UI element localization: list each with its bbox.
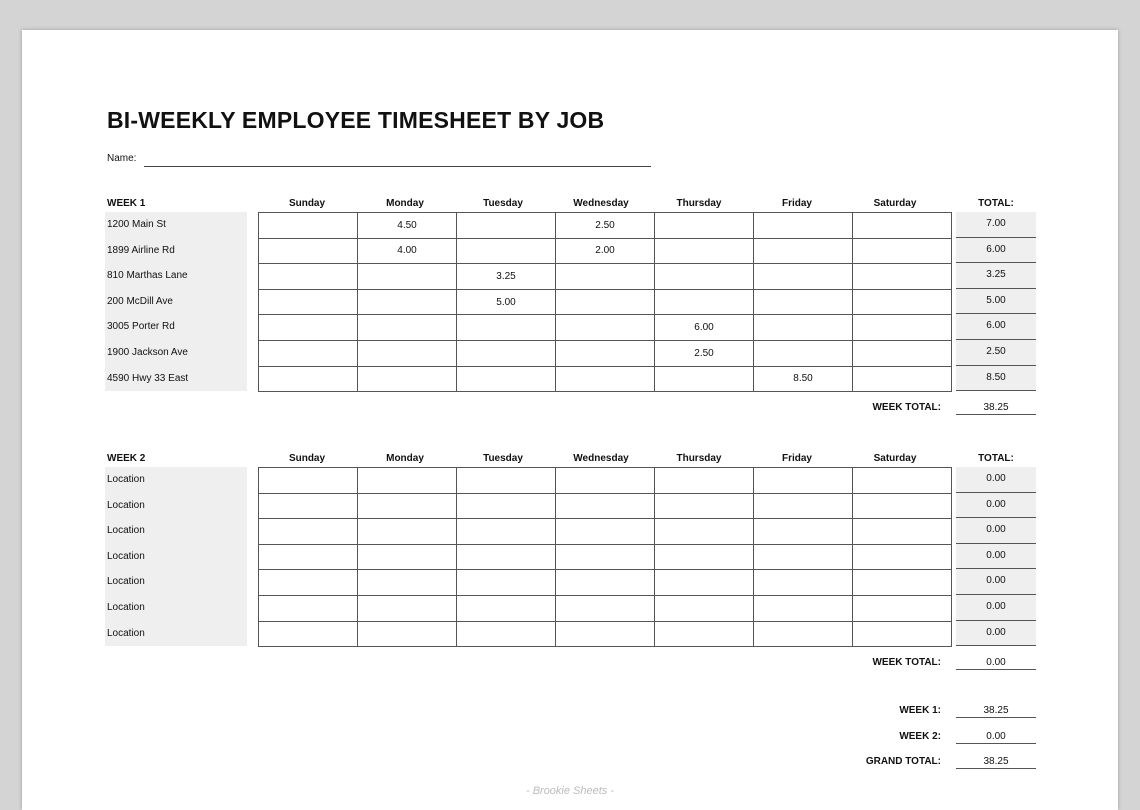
page-title: BI-WEEKLY EMPLOYEE TIMESHEET BY JOB [107, 107, 605, 133]
name-label: Name: [107, 153, 137, 164]
hours-cell-friday[interactable] [754, 264, 853, 290]
hours-cell-friday[interactable]: 8.50 [754, 366, 853, 392]
week-total-value: 38.25 [956, 402, 1036, 415]
hours-cell-saturday[interactable] [853, 366, 952, 392]
location-label[interactable]: Location [107, 576, 145, 588]
location-label[interactable]: 200 McDill Ave [107, 295, 173, 307]
hours-cell-monday[interactable]: 4.50 [358, 213, 457, 239]
hours-cell-sunday[interactable] [259, 315, 358, 341]
table-row [259, 544, 952, 570]
hours-cell-friday[interactable] [754, 544, 853, 570]
hours-cell-monday[interactable]: 4.00 [358, 238, 457, 264]
total-header: TOTAL: [978, 198, 1014, 209]
summary-label: GRAND TOTAL: [865, 756, 941, 767]
hours-cell-tuesday[interactable] [457, 315, 556, 341]
day-header-saturday: Saturday [873, 198, 917, 209]
hours-cell-thursday[interactable] [655, 289, 754, 315]
row-total: 0.00 [956, 493, 1036, 519]
hours-cell-tuesday[interactable] [457, 468, 556, 494]
hours-cell-tuesday[interactable] [457, 366, 556, 392]
row-total: 0.00 [956, 621, 1036, 647]
footer-credit: - Brookie Sheets - [525, 785, 615, 797]
hours-cell-saturday[interactable] [853, 264, 952, 290]
location-label[interactable]: Location [107, 627, 145, 639]
location-label[interactable]: Location [107, 499, 145, 511]
hours-cell-friday[interactable] [754, 213, 853, 239]
day-header-wednesday: Wednesday [573, 198, 629, 209]
hours-cell-thursday[interactable] [655, 238, 754, 264]
total-header: TOTAL: [978, 453, 1014, 464]
hours-cell-wednesday[interactable]: 2.00 [556, 238, 655, 264]
hours-cell-sunday[interactable] [259, 544, 358, 570]
hours-cell-saturday[interactable] [853, 544, 952, 570]
hours-cell-sunday[interactable] [259, 238, 358, 264]
row-total: 0.00 [956, 569, 1036, 595]
day-header-saturday: Saturday [873, 453, 917, 464]
row-total: 0.00 [956, 595, 1036, 621]
hours-cell-friday[interactable] [754, 570, 853, 596]
hours-cell-thursday[interactable]: 2.50 [655, 340, 754, 366]
hours-cell-wednesday[interactable] [556, 468, 655, 494]
table-row [259, 264, 952, 290]
hours-cell-monday[interactable] [358, 289, 457, 315]
hours-cell-tuesday[interactable]: 3.25 [457, 264, 556, 290]
hours-cell-thursday[interactable] [655, 366, 754, 392]
summary-value: 38.25 [956, 756, 1036, 769]
hours-cell-tuesday[interactable] [457, 544, 556, 570]
hours-cell-monday[interactable] [358, 493, 457, 519]
hours-cell-sunday[interactable] [259, 468, 358, 494]
hours-cell-saturday[interactable] [853, 340, 952, 366]
location-label[interactable]: 810 Marthas Lane [107, 270, 188, 282]
row-total: 3.25 [956, 263, 1036, 289]
hours-cell-tuesday[interactable] [457, 621, 556, 647]
hours-cell-sunday[interactable] [259, 289, 358, 315]
hours-cell-monday[interactable] [358, 468, 457, 494]
hours-cell-wednesday[interactable]: 2.50 [556, 213, 655, 239]
day-header-monday: Monday [386, 198, 424, 209]
day-header-wednesday: Wednesday [573, 453, 629, 464]
hours-cell-tuesday[interactable] [457, 519, 556, 545]
hours-cell-friday[interactable] [754, 340, 853, 366]
day-header-friday: Friday [781, 198, 812, 209]
hours-cell-saturday[interactable] [853, 468, 952, 494]
hours-cell-friday[interactable] [754, 493, 853, 519]
summary-label: WEEK 1: [899, 705, 941, 716]
hours-cell-sunday[interactable] [259, 366, 358, 392]
location-label[interactable]: 1200 Main St [107, 219, 166, 230]
hours-cell-monday[interactable] [358, 315, 457, 341]
hours-cell-monday[interactable] [358, 340, 457, 366]
location-label[interactable]: Location [107, 474, 145, 485]
day-header-thursday: Thursday [676, 198, 722, 209]
hours-cell-friday[interactable] [754, 289, 853, 315]
hours-cell-sunday[interactable] [259, 570, 358, 596]
hours-cell-saturday[interactable] [853, 621, 952, 647]
hours-cell-sunday[interactable] [259, 493, 358, 519]
hours-cell-saturday[interactable] [853, 519, 952, 545]
table-row [259, 621, 952, 647]
hours-cell-wednesday[interactable] [556, 544, 655, 570]
hours-cell-wednesday[interactable] [556, 595, 655, 621]
hours-cell-monday[interactable] [358, 595, 457, 621]
table-row [259, 519, 952, 545]
summary-value: 38.25 [956, 705, 1036, 718]
hours-cell-friday[interactable] [754, 315, 853, 341]
week-label: WEEK 2 [107, 453, 146, 464]
row-total: 8.50 [956, 366, 1036, 392]
hours-cell-monday[interactable] [358, 366, 457, 392]
table-row [259, 468, 952, 494]
location-label[interactable]: 3005 Porter Rd [107, 321, 175, 333]
hours-cell-tuesday[interactable] [457, 340, 556, 366]
hours-cell-wednesday[interactable] [556, 315, 655, 341]
hours-cell-monday[interactable] [358, 544, 457, 570]
hours-cell-friday[interactable] [754, 621, 853, 647]
hours-cell-thursday[interactable] [655, 595, 754, 621]
day-header-sunday: Sunday [288, 198, 326, 209]
location-label[interactable]: Location [107, 602, 145, 613]
hours-cell-saturday[interactable] [853, 315, 952, 341]
table-row [259, 238, 952, 264]
hours-cell-sunday[interactable] [259, 213, 358, 239]
hours-cell-friday[interactable] [754, 519, 853, 545]
hours-cell-sunday[interactable] [259, 621, 358, 647]
row-total: 0.00 [956, 467, 1036, 493]
week-total-label: WEEK TOTAL: [872, 657, 941, 669]
hours-cell-monday[interactable] [358, 264, 457, 290]
hours-cell-sunday[interactable] [259, 519, 358, 545]
location-label[interactable]: 4590 Hwy 33 East [107, 372, 189, 384]
hours-cell-saturday[interactable] [853, 289, 952, 315]
hours-cell-thursday[interactable] [655, 264, 754, 290]
day-header-tuesday: Tuesday [483, 453, 523, 464]
hours-grid [258, 212, 952, 392]
hours-grid [258, 467, 952, 647]
hours-cell-wednesday[interactable] [556, 340, 655, 366]
table-row [259, 289, 952, 315]
hours-cell-saturday[interactable] [853, 595, 952, 621]
table-row [259, 366, 952, 392]
hours-cell-tuesday[interactable]: 5.00 [457, 289, 556, 315]
hours-cell-monday[interactable] [358, 621, 457, 647]
location-label[interactable]: 1899 Airline Rd [107, 244, 175, 256]
hours-cell-thursday[interactable] [655, 213, 754, 239]
hours-cell-tuesday[interactable] [457, 595, 556, 621]
summary-label: WEEK 2: [899, 731, 941, 742]
hours-cell-wednesday[interactable] [556, 519, 655, 545]
week-total-value: 0.00 [956, 657, 1036, 670]
location-label[interactable]: Location [107, 550, 145, 562]
row-total: 6.00 [956, 314, 1036, 340]
hours-cell-monday[interactable] [358, 570, 457, 596]
hours-cell-saturday[interactable] [853, 493, 952, 519]
row-total: 0.00 [956, 518, 1036, 544]
row-total: 5.00 [956, 289, 1036, 315]
row-total: 7.00 [956, 212, 1036, 238]
hours-cell-saturday[interactable] [853, 213, 952, 239]
day-header-monday: Monday [386, 453, 424, 464]
row-total: 2.50 [956, 340, 1036, 366]
hours-cell-thursday[interactable]: 6.00 [655, 315, 754, 341]
row-total: 0.00 [956, 544, 1036, 570]
hours-cell-saturday[interactable] [853, 570, 952, 596]
hours-cell-thursday[interactable] [655, 544, 754, 570]
name-field[interactable] [144, 166, 651, 167]
table-row [259, 340, 952, 366]
day-header-tuesday: Tuesday [483, 198, 523, 209]
table-row [259, 570, 952, 596]
location-label[interactable]: Location [107, 525, 145, 537]
hours-cell-wednesday[interactable] [556, 289, 655, 315]
hours-cell-wednesday[interactable] [556, 621, 655, 647]
hours-cell-wednesday[interactable] [556, 493, 655, 519]
hours-cell-friday[interactable] [754, 468, 853, 494]
hours-cell-thursday[interactable] [655, 621, 754, 647]
timesheet-page [22, 30, 1118, 810]
day-header-thursday: Thursday [676, 453, 722, 464]
hours-cell-wednesday[interactable] [556, 264, 655, 290]
table-row [259, 595, 952, 621]
hours-cell-thursday[interactable] [655, 519, 754, 545]
hours-cell-thursday[interactable] [655, 468, 754, 494]
hours-cell-thursday[interactable] [655, 493, 754, 519]
day-header-sunday: Sunday [288, 453, 326, 464]
table-row [259, 213, 952, 239]
table-row [259, 493, 952, 519]
hours-cell-wednesday[interactable] [556, 366, 655, 392]
hours-cell-wednesday[interactable] [556, 570, 655, 596]
hours-cell-thursday[interactable] [655, 570, 754, 596]
hours-cell-tuesday[interactable] [457, 493, 556, 519]
hours-cell-sunday[interactable] [259, 264, 358, 290]
day-header-friday: Friday [781, 453, 812, 464]
row-total: 6.00 [956, 238, 1036, 264]
table-row [259, 315, 952, 341]
hours-cell-friday[interactable] [754, 238, 853, 264]
hours-cell-tuesday[interactable] [457, 238, 556, 264]
hours-cell-friday[interactable] [754, 595, 853, 621]
week-total-label: WEEK TOTAL: [872, 402, 941, 414]
hours-cell-tuesday[interactable] [457, 570, 556, 596]
hours-cell-monday[interactable] [358, 519, 457, 545]
location-label[interactable]: 1900 Jackson Ave [107, 347, 188, 358]
hours-cell-sunday[interactable] [259, 340, 358, 366]
summary-value: 0.00 [956, 731, 1036, 744]
hours-cell-tuesday[interactable] [457, 213, 556, 239]
week-label: WEEK 1 [107, 198, 146, 209]
hours-cell-sunday[interactable] [259, 595, 358, 621]
hours-cell-saturday[interactable] [853, 238, 952, 264]
